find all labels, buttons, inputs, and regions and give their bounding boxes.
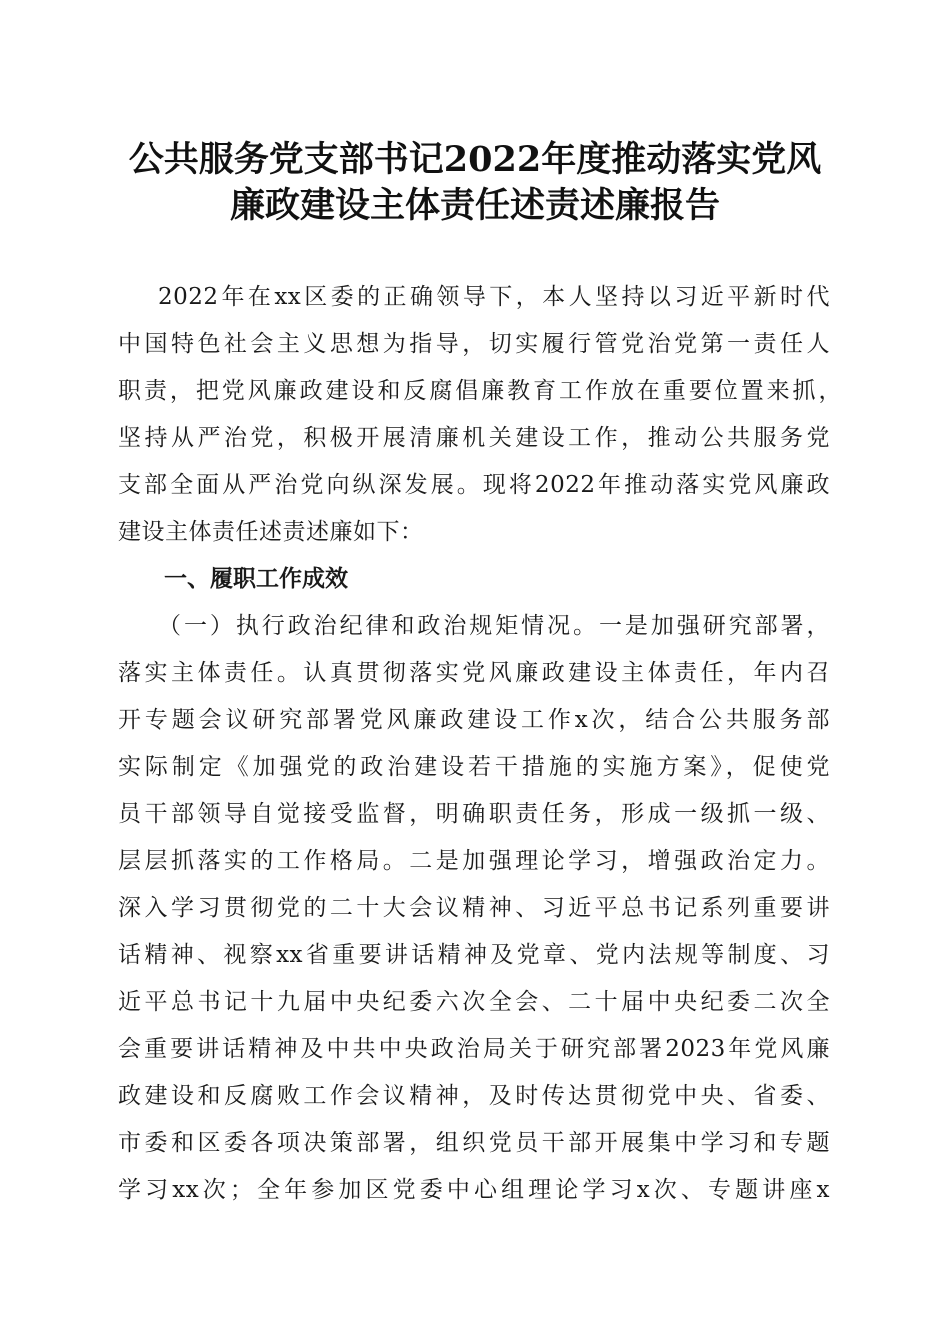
section-heading: 一、履职工作成效 [164,566,348,592]
section-paragraph-line: 落实主体责任。认真贯彻落实党风廉政建设主体责任，年内召 [118,660,830,686]
document-title-line-2: 廉政建设主体责任述责述廉报告 [229,185,720,226]
section-paragraph-line: 话精神、视察xx省重要讲话精神及党章、党内法规等制度、习 [118,942,830,968]
section-paragraph-line: 员干部领导自觉接受监督，明确职责任务，形成一级抓一级、 [118,801,830,827]
section-paragraph-line: 深入学习贯彻党的二十大会议精神、习近平总书记系列重要讲 [118,895,830,921]
section-paragraph-line: （一）执行政治纪律和政治规矩情况。一是加强研究部署， [158,613,830,639]
section-paragraph-line: 市委和区委各项决策部署，组织党员干部开展集中学习和专题 [118,1130,830,1156]
section-paragraph-line: 会重要讲话精神及中共中央政治局关于研究部署2023年党风廉 [118,1036,830,1062]
section-paragraph-line: 实际制定《加强党的政治建设若干措施的实施方案》，促使党 [118,754,830,780]
intro-paragraph-line: 建设主体责任述责述廉如下： [118,519,424,545]
section-paragraph-line: 学习xx次；全年参加区党委中心组理论学习x次、专题讲座x [118,1177,830,1203]
intro-paragraph-line: 2022年在xx区委的正确领导下，本人坚持以习近平新时代 [158,284,830,310]
intro-paragraph-line: 职责，把党风廉政建设和反腐倡廉教育工作放在重要位置来抓， [118,378,842,404]
section-paragraph-line: 近平总书记十九届中央纪委六次全会、二十届中央纪委二次全 [118,989,830,1015]
document-title-line-1: 公共服务党支部书记2022年度推动落实党风 [128,139,822,180]
section-paragraph-line: 政建设和反腐败工作会议精神，及时传达贯彻党中央、省委、 [118,1083,830,1109]
section-paragraph-line: 开专题会议研究部署党风廉政建设工作x次，结合公共服务部 [118,707,830,733]
intro-paragraph-line: 中国特色社会主义思想为指导，切实履行管党治党第一责任人 [118,331,830,357]
intro-paragraph-line: 支部全面从严治党向纵深发展。现将2022年推动落实党风廉政 [118,472,830,498]
section-paragraph-line: 层层抓落实的工作格局。二是加强理论学习，增强政治定力。 [118,848,830,874]
intro-paragraph-line: 坚持从严治党，积极开展清廉机关建设工作，推动公共服务党 [118,425,830,451]
